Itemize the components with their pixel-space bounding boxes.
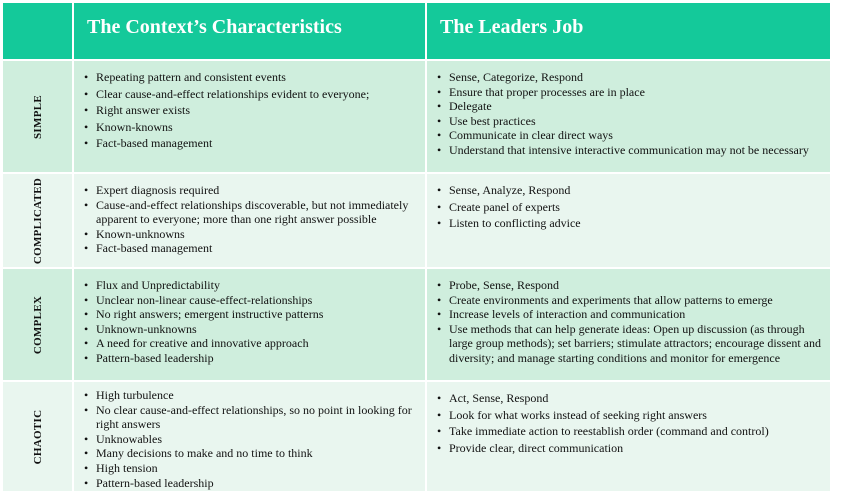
list-item: • Known-knowns	[84, 120, 419, 135]
header-corner-cell	[3, 3, 74, 61]
list-item: • Use best practices	[437, 114, 824, 129]
leaders-job-cell	[427, 174, 830, 269]
list-item: • Increase levels of interaction and communication	[437, 307, 824, 322]
list-item: • Look for what works instead of seeking right answers	[437, 408, 824, 423]
list-item: • Repeating pattern and consistent events	[84, 70, 419, 85]
list-item: • Pattern-based leadership	[84, 476, 419, 491]
list-item: • High turbulence	[84, 388, 419, 403]
list-item: • Provide clear, direct communication	[437, 441, 824, 456]
row-label-complex: COMPLEX	[31, 295, 44, 354]
list-item: • Expert diagnosis required	[84, 183, 419, 198]
leaders-job-cell	[427, 269, 830, 382]
row-label-simple: SIMPLE	[31, 94, 44, 139]
list-item: • Act, Sense, Respond	[437, 391, 824, 406]
row-label-cell	[3, 382, 74, 493]
row-chaotic	[3, 382, 830, 493]
list-item: • Probe, Sense, Respond	[437, 278, 824, 293]
leaders-job-cell	[427, 382, 830, 493]
leadership-context-table	[3, 3, 830, 493]
row-simple	[3, 61, 830, 174]
list-item: • Unclear non-linear cause-effect-relationships	[84, 293, 419, 308]
list-item: • No clear cause-and-effect relationships, so no point in looking for right answers	[84, 403, 419, 432]
characteristics-list	[84, 183, 419, 256]
list-item: • Create panel of experts	[437, 200, 824, 215]
row-label-chaotic: CHAOTIC	[31, 409, 44, 464]
list-item: • Unknowables	[84, 432, 419, 447]
list-item: • Fact-based management	[84, 136, 419, 151]
list-item: • Pattern-based leadership	[84, 351, 419, 366]
list-item: • High tension	[84, 461, 419, 476]
characteristics-cell	[74, 269, 427, 382]
row-complicated	[3, 174, 830, 269]
list-item: • No right answers; emergent instructive patterns	[84, 307, 419, 322]
row-label-complicated: COMPLICATED	[31, 177, 44, 264]
list-item: • Use methods that can help generate ideas: Open up discussion (as through large group methods); set barriers; stimulate attractors; encourage dissent and diversity; and manage starting conditions and monitor for emergence	[437, 322, 824, 366]
list-item: • Unknown-unknowns	[84, 322, 419, 337]
list-item: • Clear cause-and-effect relationships evident to everyone;	[84, 87, 419, 102]
list-item: • Sense, Analyze, Respond	[437, 183, 824, 198]
row-label-cell	[3, 174, 74, 269]
characteristics-cell	[74, 174, 427, 269]
row-complex	[3, 269, 830, 382]
leaders-job-list	[437, 391, 824, 457]
leaders-job-list	[437, 183, 824, 233]
header-row	[3, 3, 830, 61]
list-item: • Cause-and-effect relationships discoverable, but not immediately apparent to everyone; more than one right answer possible	[84, 198, 419, 227]
list-item: • Sense, Categorize, Respond	[437, 70, 824, 85]
list-item: • Known-unknowns	[84, 227, 419, 242]
list-item: • Fact-based management	[84, 241, 419, 256]
header-leaders-job: The Leaders Job	[440, 16, 584, 38]
list-item: • Ensure that proper processes are in place	[437, 85, 824, 100]
characteristics-list	[84, 388, 419, 490]
list-item: • Create environments and experiments that allow patterns to emerge	[437, 293, 824, 308]
header-characteristics: The Context’s Characteristics	[87, 16, 342, 38]
characteristics-cell	[74, 61, 427, 174]
list-item: • Delegate	[437, 99, 824, 114]
list-item: • A need for creative and innovative approach	[84, 336, 419, 351]
header-leaders-job-cell	[427, 3, 830, 61]
leaders-job-list	[437, 278, 824, 366]
leaders-job-cell	[427, 61, 830, 174]
list-item: • Communicate in clear direct ways	[437, 128, 824, 143]
characteristics-list	[84, 278, 419, 366]
list-item: • Many decisions to make and no time to think	[84, 446, 419, 461]
list-item: • Understand that intensive interactive communication may not be necessary	[437, 143, 824, 158]
leaders-job-list	[437, 70, 824, 158]
row-label-cell	[3, 61, 74, 174]
list-item: • Take immediate action to reestablish order (command and control)	[437, 424, 824, 439]
list-item: • Listen to conflicting advice	[437, 216, 824, 231]
list-item: • Right answer exists	[84, 103, 419, 118]
row-label-cell	[3, 269, 74, 382]
header-characteristics-cell	[74, 3, 427, 61]
list-item: • Flux and Unpredictability	[84, 278, 419, 293]
characteristics-list	[84, 70, 419, 153]
characteristics-cell	[74, 382, 427, 493]
